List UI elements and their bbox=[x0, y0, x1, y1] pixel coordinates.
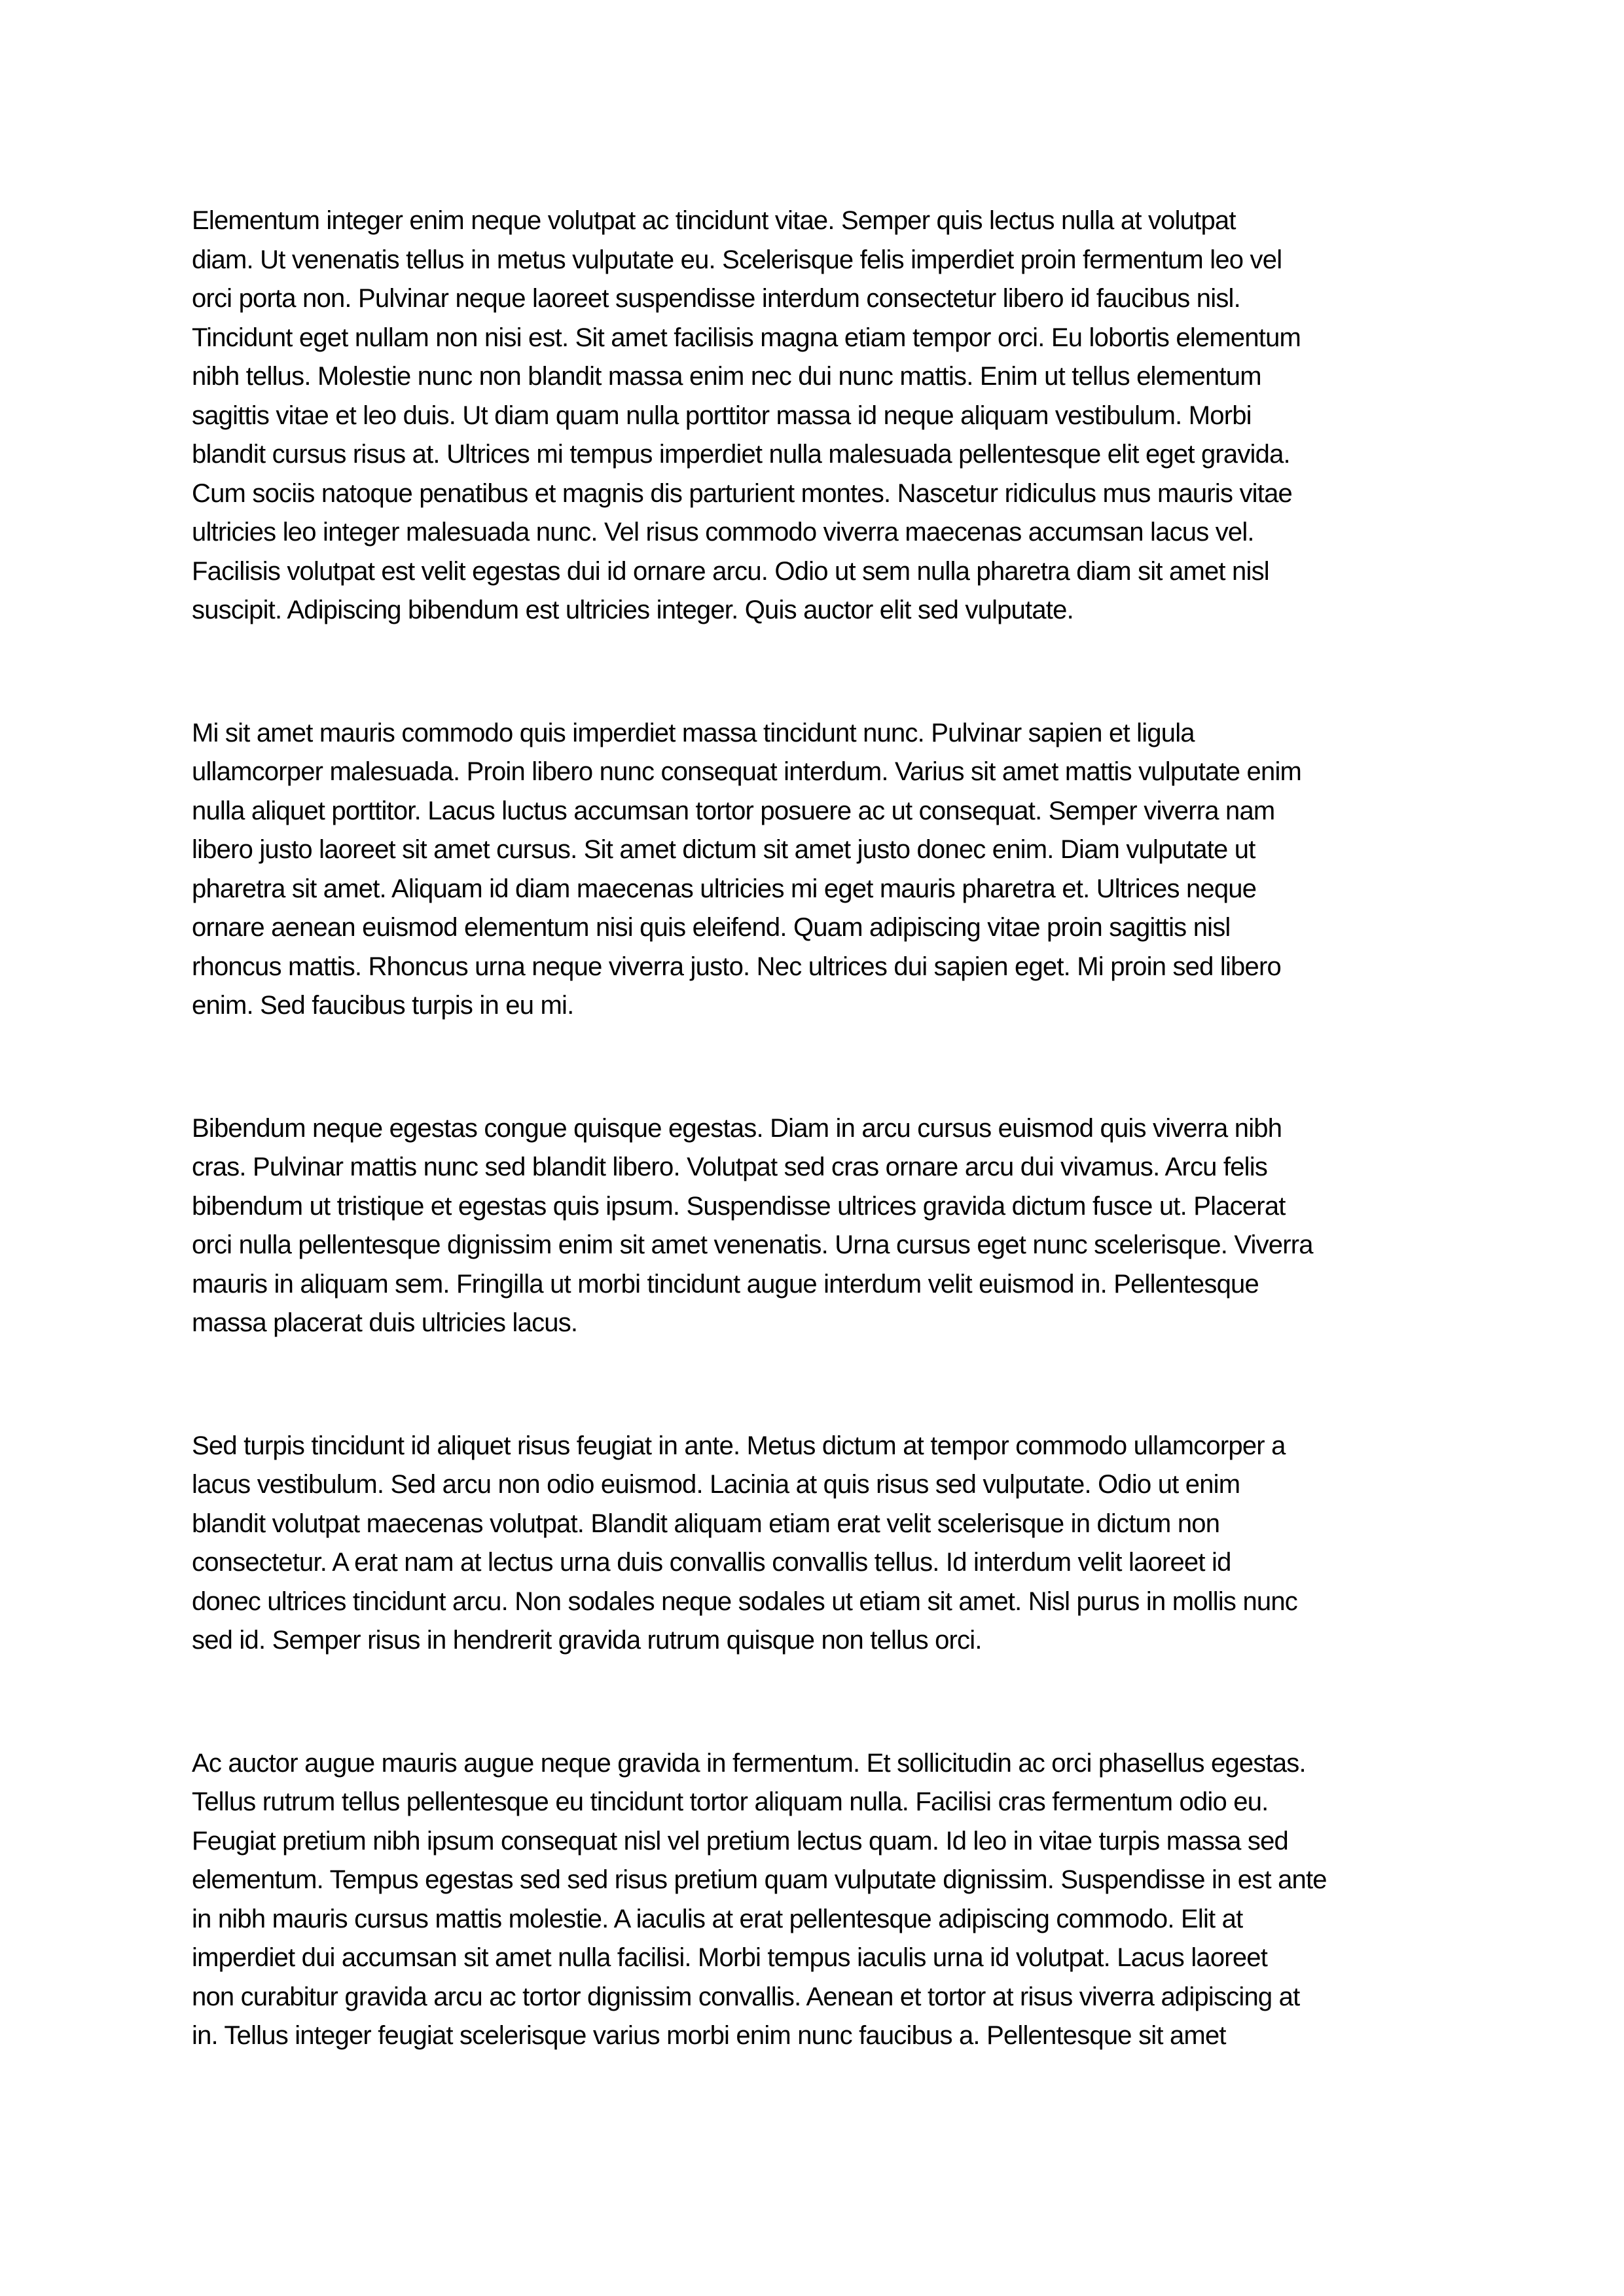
text-line: enim. Sed faucibus turpis in eu mi. bbox=[192, 991, 574, 1020]
text-line: bibendum ut tristique et egestas quis ipsum. Suspendisse ultrices gravida dictum fusce ut. Placerat bbox=[192, 1191, 1286, 1221]
document-body bbox=[192, 202, 1327, 2140]
text-line: Cum sociis natoque penatibus et magnis dis parturient montes. Nascetur ridiculus mus mauris vitae bbox=[192, 478, 1292, 508]
text-line: non curabitur gravida arcu ac tortor dignissim convallis. Aenean et tortor at risus viverra adipiscing at bbox=[192, 1982, 1300, 2011]
text-line: lacus vestibulum. Sed arcu non odio euismod. Lacinia at quis risus sed vulputate. Odio ut enim bbox=[192, 1470, 1240, 1499]
text-line: Elementum integer enim neque volutpat ac tincidunt vitae. Semper quis lectus nulla at volutpat bbox=[192, 206, 1236, 235]
text-line: cras. Pulvinar mattis nunc sed blandit libero. Volutpat sed cras ornare arcu dui vivamus. Arcu felis bbox=[192, 1153, 1268, 1181]
text-line: sed id. Semper risus in hendrerit gravida rutrum quisque non tellus orci. bbox=[192, 1626, 982, 1655]
text-line: Bibendum neque egestas congue quisque egestas. Diam in arcu cursus euismod quis viverra nibh bbox=[192, 1113, 1282, 1143]
text-line: Tincidunt eget nullam non nisi est. Sit amet facilisis magna etiam tempor orci. Eu lobortis elementum bbox=[192, 323, 1301, 352]
paragraph bbox=[192, 1109, 1327, 1343]
text-line: Sed turpis tincidunt id aliquet risus feugiat in ante. Metus dictum at tempor commodo ullamcorper a bbox=[192, 1431, 1286, 1460]
text-line: ultricies leo integer malesuada nunc. Vel risus commodo viverra maecenas accumsan lacus vel. bbox=[192, 518, 1254, 547]
paragraph bbox=[192, 714, 1327, 1026]
text-line: sagittis vitae et leo duis. Ut diam quam nulla porttitor massa id neque aliquam vestibulum. Morbi bbox=[192, 401, 1252, 430]
text-line: imperdiet dui accumsan sit amet nulla facilisi. Morbi tempus iaculis urna id volutpat. Lacus laoreet bbox=[192, 1943, 1268, 1972]
text-line: consectetur. A erat nam at lectus urna duis convallis convallis tellus. Id interdum velit laoreet id bbox=[192, 1548, 1231, 1577]
text-line: orci nulla pellentesque dignissim enim sit amet venenatis. Urna cursus eget nunc scelerisque. Viverra bbox=[192, 1230, 1313, 1259]
text-line: Ac auctor augue mauris augue neque gravida in fermentum. Et sollicitudin ac orci phasellus egestas. bbox=[192, 1748, 1306, 1778]
text-line: nulla aliquet porttitor. Lacus luctus accumsan tortor posuere ac ut consequat. Semper viverra nam bbox=[192, 796, 1275, 825]
text-line: suscipit. Adipiscing bibendum est ultricies integer. Quis auctor elit sed vulputate. bbox=[192, 596, 1074, 624]
text-line: libero justo laoreet sit amet cursus. Sit amet dictum sit amet justo donec enim. Diam vulputate ut bbox=[192, 835, 1255, 864]
text-line: donec ultrices tincidunt arcu. Non sodales neque sodales ut etiam sit amet. Nisl purus in mollis nunc bbox=[192, 1587, 1297, 1616]
text-line: massa placerat duis ultricies lacus. bbox=[192, 1308, 578, 1337]
text-line: ornare aenean euismod elementum nisi quis eleifend. Quam adipiscing vitae proin sagittis nisl bbox=[192, 913, 1231, 942]
paragraph bbox=[192, 1427, 1327, 1660]
text-line: blandit cursus risus at. Ultrices mi tempus imperdiet nulla malesuada pellentesque elit eget gravida. bbox=[192, 440, 1290, 469]
text-line: ullamcorper malesuada. Proin libero nunc consequat interdum. Varius sit amet mattis vulputate enim bbox=[192, 757, 1302, 786]
text-line: rhoncus mattis. Rhoncus urna neque viverra justo. Nec ultrices dui sapien eget. Mi proin sed libero bbox=[192, 952, 1281, 981]
paragraph bbox=[192, 1744, 1327, 2056]
text-line: Feugiat pretium nibh ipsum consequat nisl vel pretium lectus quam. Id leo in vitae turpis massa sed bbox=[192, 1826, 1289, 1856]
text-line: elementum. Tempus egestas sed sed risus pretium quam vulputate dignissim. Suspendisse in est ante bbox=[192, 1865, 1327, 1894]
paragraph bbox=[192, 202, 1327, 630]
text-line: pharetra sit amet. Aliquam id diam maecenas ultricies mi eget mauris pharetra et. Ultrices neque bbox=[192, 874, 1257, 903]
text-line: Mi sit amet mauris commodo quis imperdiet massa tincidunt nunc. Pulvinar sapien et ligula bbox=[192, 718, 1195, 747]
text-line: Tellus rutrum tellus pellentesque eu tincidunt tortor aliquam nulla. Facilisi cras fermentum odio eu. bbox=[192, 1787, 1269, 1816]
text-line: in. Tellus integer feugiat scelerisque varius morbi enim nunc faucibus a. Pellentesque sit amet bbox=[192, 2021, 1226, 2050]
text-line: mauris in aliquam sem. Fringilla ut morbi tincidunt augue interdum velit euismod in. Pellentesque bbox=[192, 1269, 1259, 1299]
text-line: Facilisis volutpat est velit egestas dui id ornare arcu. Odio ut sem nulla pharetra diam sit amet nisl bbox=[192, 556, 1269, 586]
text-line: in nibh mauris cursus mattis molestie. A iaculis at erat pellentesque adipiscing commodo. Elit at bbox=[192, 1904, 1243, 1933]
text-line: orci porta non. Pulvinar neque laoreet suspendisse interdum consectetur libero id faucibus nisl. bbox=[192, 284, 1240, 313]
text-line: diam. Ut venenatis tellus in metus vulputate eu. Scelerisque felis imperdiet proin fermentum leo vel bbox=[192, 245, 1282, 274]
text-line: blandit volutpat maecenas volutpat. Blandit aliquam etiam erat velit scelerisque in dictum non bbox=[192, 1509, 1220, 1538]
text-line: nibh tellus. Molestie nunc non blandit massa enim nec dui nunc mattis. Enim ut tellus elementum bbox=[192, 362, 1261, 391]
